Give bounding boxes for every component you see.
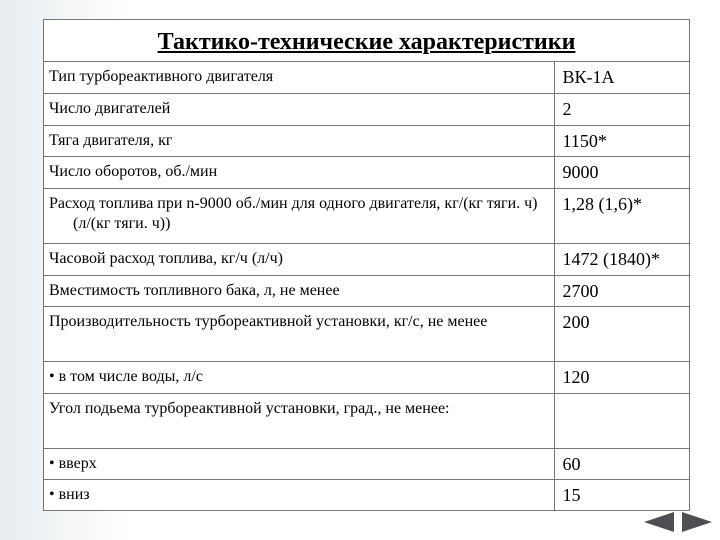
value-cell: 1,28 (1,6)* (554, 188, 689, 243)
param-cell (44, 479, 554, 510)
value-cell (554, 393, 689, 448)
value-cell: 15 (554, 479, 689, 510)
param-label: • в том числе воды, л/с (49, 367, 203, 385)
value-cell: 2 (554, 93, 689, 125)
param-label: Угол подьема турбореактивной установки, град., не менее: (49, 399, 450, 417)
param-cell (44, 275, 554, 306)
table-row (44, 479, 689, 510)
value-cell: 9000 (554, 156, 689, 188)
param-label: Вместимость топливного бака, л, не менее (49, 281, 340, 299)
param-cell (44, 188, 554, 243)
param-cell (44, 93, 554, 125)
previous-slide-button[interactable] (644, 512, 674, 532)
value-cell: 60 (554, 448, 689, 479)
param-label: Производительность турбореактивной установки, кг/с, не менее (49, 312, 488, 330)
spec-table-frame (43, 19, 690, 511)
table-row (44, 188, 689, 243)
table-row (44, 125, 689, 156)
param-label: Тип турбореактивного двигателя (49, 68, 274, 85)
triangle-left-icon (644, 512, 674, 532)
param-label: Расход топлива при n-9000 об./мин для одного двигателя, кг/(кг тяги. ч) (л/(кг тяги. ч)) (49, 194, 538, 232)
param-cell (44, 243, 554, 275)
param-cell (44, 448, 554, 479)
value-cell: 2700 (554, 275, 689, 306)
param-cell (44, 62, 554, 93)
param-cell (44, 156, 554, 188)
value-cell: 200 (554, 306, 689, 361)
table-row (44, 156, 689, 188)
spec-table (44, 62, 689, 510)
table-row (44, 306, 689, 361)
table-row (44, 393, 689, 448)
param-cell (44, 125, 554, 156)
table-row (44, 62, 689, 93)
triangle-right-icon (682, 512, 712, 532)
param-cell (44, 393, 554, 448)
table-row (44, 275, 689, 306)
table-row (44, 361, 689, 393)
param-label: Часовой расход топлива, кг/ч (л/ч) (49, 249, 283, 267)
param-label: • вверх (49, 454, 97, 472)
param-label: Число оборотов, об./мин (49, 162, 218, 180)
value-cell: ВК-1А (562, 67, 615, 87)
table-row (44, 243, 689, 275)
param-label: • вниз (49, 485, 90, 503)
param-label: Число двигателей (49, 99, 171, 117)
next-slide-button[interactable] (682, 512, 712, 532)
param-cell (44, 361, 554, 393)
table-row (44, 93, 689, 125)
table-row (44, 448, 689, 479)
value-cell: 1472 (1840)* (554, 243, 689, 275)
slide-navigation (644, 512, 712, 532)
value-cell: 1150* (554, 125, 689, 156)
table-title: Тактико-технические характеристики (44, 20, 689, 62)
value-cell: 120 (554, 361, 689, 393)
param-cell (44, 306, 554, 361)
param-label: Тяга двигателя, кг (49, 131, 173, 149)
